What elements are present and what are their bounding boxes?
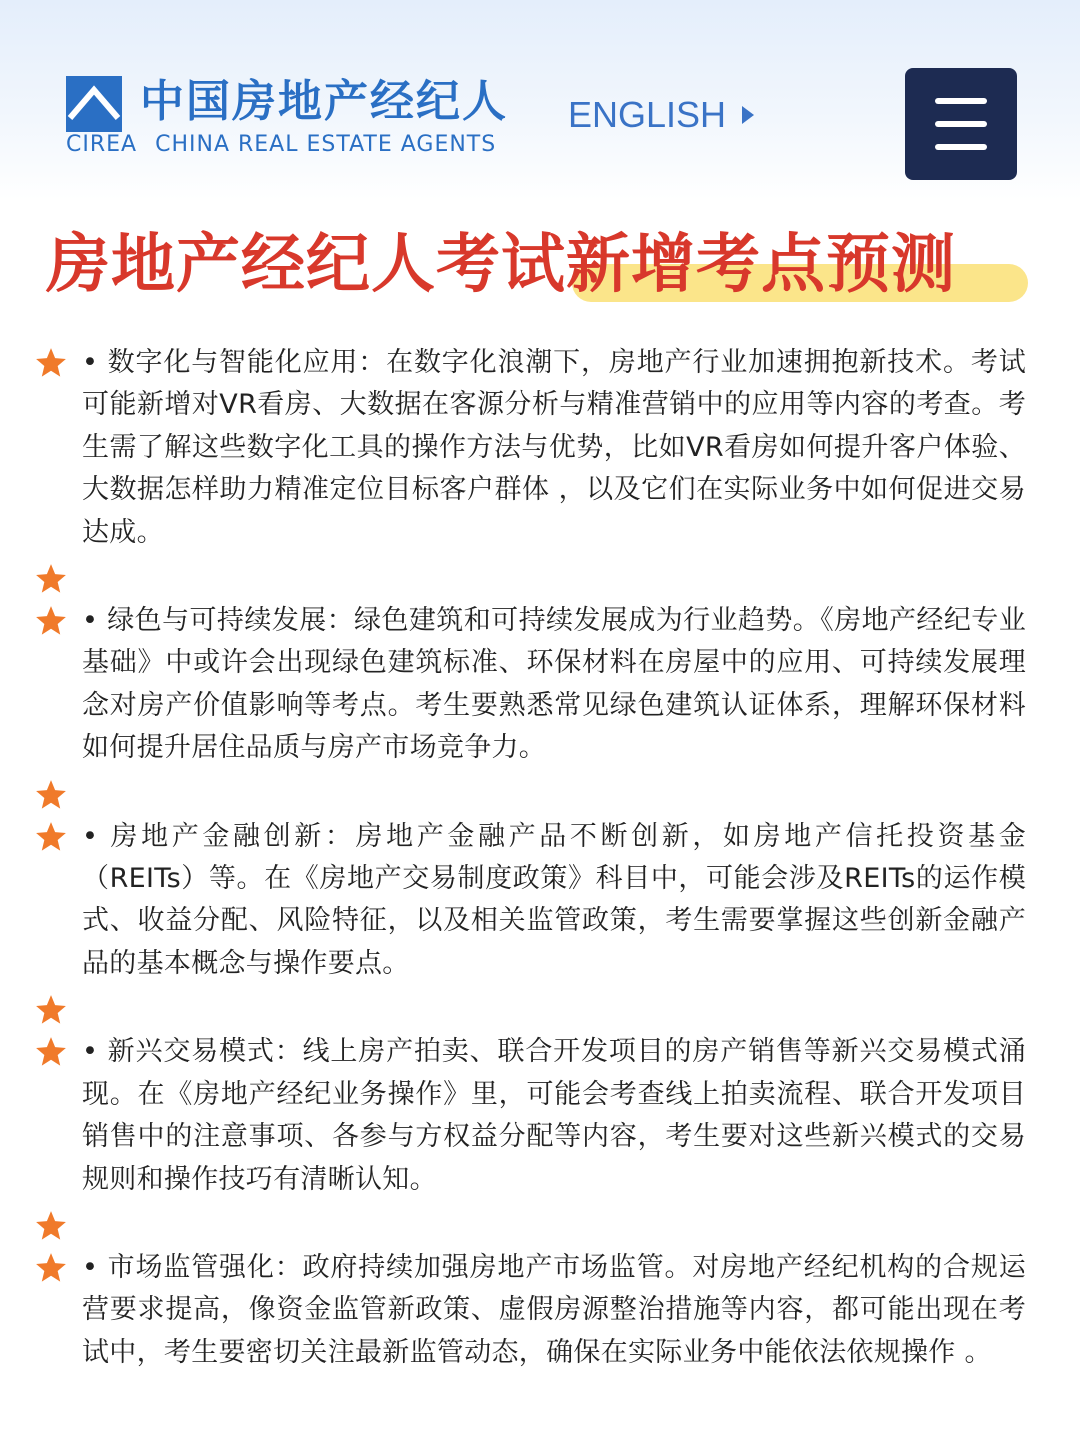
content-list [0, 342, 1080, 1378]
english-link-label: ENGLISH [568, 94, 727, 135]
list-item-digital [0, 342, 1080, 554]
play-arrow-icon [742, 106, 754, 124]
star-divider [0, 989, 1080, 1031]
star-icon [34, 1209, 68, 1243]
list-item-trading [0, 1031, 1080, 1201]
star-icon [34, 346, 68, 380]
logo-english-name [66, 132, 496, 157]
page-title-block [0, 218, 1080, 318]
english-language-link[interactable] [568, 94, 754, 136]
menu-button[interactable] [905, 68, 1017, 180]
roof-logo-icon [66, 76, 122, 132]
star-icon [34, 604, 68, 638]
item-text: • 绿色与可持续发展：绿色建筑和可持续发展成为行业趋势。《房地产经纪专业基础》中或许会出现绿色建筑标准、环保材料在房屋中的应用、可持续发展理念对房产价值影响等考点。考生要熟悉常见绿色建筑认证体系，理解环保材料如何提升居住品质与房产市场竞争力。 [82, 605, 1026, 764]
item-text: • 新兴交易模式：线上房产拍卖、联合开发项目的房产销售等新兴交易模式涌现。在《房地产经纪业务操作》里，可能会考查线上拍卖流程、联合开发项目销售中的注意事项、各参与方权益分配等内容，考生要对这些新兴模式的交易规则和操作技巧有清晰认知。 [82, 1036, 1026, 1195]
star-icon [34, 562, 68, 596]
page-title: 房地产经纪人考试新增考点预测 [46, 228, 956, 302]
logo-abbreviation: CIREA [66, 132, 138, 157]
star-icon [34, 993, 68, 1027]
star-divider [0, 558, 1080, 600]
star-icon [34, 1251, 68, 1285]
star-icon [34, 820, 68, 854]
list-item-regulation [0, 1247, 1080, 1374]
logo-english-text: CHINA REAL ESTATE AGENTS [155, 132, 497, 157]
star-icon [34, 778, 68, 812]
site-header [0, 0, 1080, 200]
cirea-logo[interactable] [66, 72, 506, 162]
star-divider [0, 774, 1080, 816]
logo-chinese-name: 中国房地产经纪人 [140, 76, 508, 127]
item-text: • 数字化与智能化应用：在数字化浪潮下，房地产行业加速拥抱新技术。考试可能新增对VR看房、大数据在客源分析与精准营销中的应用等内容的考查。考生需了解这些数字化工具的操作方法与优势，比如VR看房如何提升客户体验、大数据怎样助力精准定位目标客户群体 ，以及它们在实际业务中如何促进交易达成。 [82, 347, 1026, 548]
list-item-finance [0, 816, 1080, 986]
list-item-green [0, 600, 1080, 770]
star-icon [34, 1035, 68, 1069]
item-text: • 市场监管强化：政府持续加强房地产市场监管。对房地产经纪机构的合规运营要求提高，像资金监管新政策、虚假房源整治措施等内容，都可能出现在考试中，考生要密切关注最新监管动态，确保在实际业务中能依法依规操作 。 [82, 1251, 1026, 1368]
item-text: • 房地产金融创新：房地产金融产品不断创新，如房地产信托投资基金（REITs）等。在《房地产交易制度政策》科目中，可能会涉及REITs的运作模式、收益分配、风险特征，以及相关监管政策，考生需要掌握这些创新金融产品的基本概念与操作要点。 [82, 820, 1026, 979]
star-divider [0, 1205, 1080, 1247]
